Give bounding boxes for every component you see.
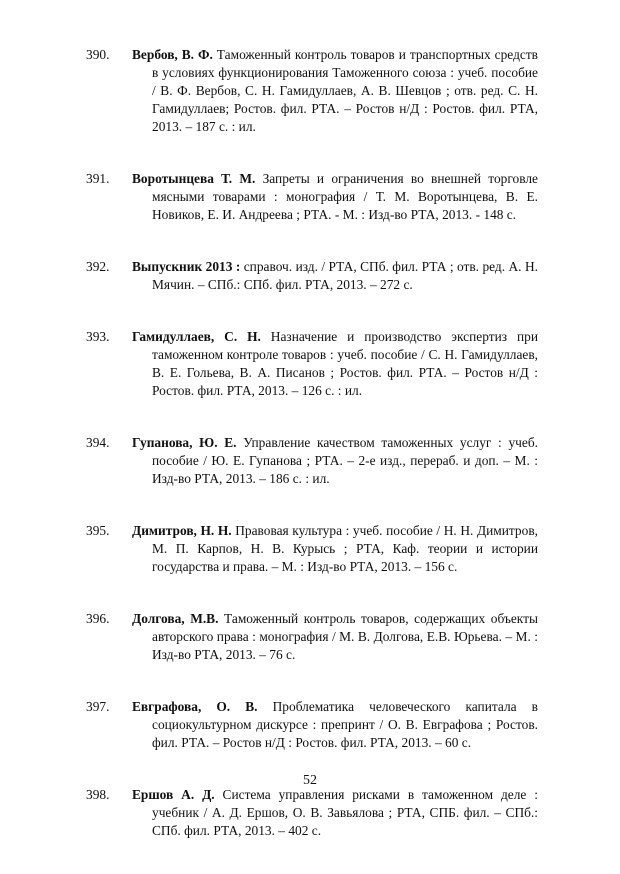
entry-text <box>132 698 538 752</box>
entry-author: Долгова, М.В. <box>132 611 219 626</box>
entry-author: Воротынцева Т. М. <box>132 171 256 186</box>
entry-text <box>132 46 538 136</box>
list-item <box>86 698 538 752</box>
list-item <box>86 610 538 664</box>
list-item <box>86 434 538 488</box>
list-item <box>86 46 538 136</box>
bibliography-list <box>86 46 538 874</box>
entry-description: Запреты и ограничения во внешней торговле мясными товарами : монография / Т. М. Воротынцева, В. Е. Новиков, Е. И. Андреева ; РТА. - М. : Изд-во РТА, 2013. - 148 с. <box>152 171 538 222</box>
page-number: 52 <box>303 773 317 788</box>
entry-text <box>132 434 538 488</box>
entry-number: 391. <box>86 171 110 186</box>
entry-text <box>132 258 538 294</box>
entry-text <box>132 522 538 576</box>
entry-description: Таможенный контроль товаров, содержащих объекты авторского права : монография / М. В. Долгова, Е.В. Юрьева. – М. : Изд-во РТА, 2013. – 76 с. <box>152 611 538 662</box>
entry-description: Система управления рисками в таможенном деле : учебник / А. Д. Ершов, О. В. Завьялова ; РТА, СПБ. фил. – СПб.: СПб. фил. РТА, 2013. – 402 с. <box>152 787 538 838</box>
entry-description: справоч. изд. / РТА, СПб. фил. РТА ; отв. ред. А. Н. Мячин. – СПб.: СПб. фил. РТА, 2013. – 272 с. <box>152 259 538 292</box>
entry-description: Проблематика человеческого капитала в социокультурном дискурсе : препринт / О. В. Евграфова ; Ростов. фил. РТА. – Ростов н/Д : Ростов. фил. РТА, 2013. – 60 с. <box>152 699 538 750</box>
entry-description: Таможенный контроль товаров и транспортных средств в условиях функционирования Таможенного союза : учеб. пособие / В. Ф. Вербов, С. Н. Гамидуллаев, А. В. Шевцов ; отв. ред. С. Н. Гамидуллаев; Ростов. фил. РТА. – Ростов н/Д : Ростов. фил. РТА, 2013. – 187 с. : ил. <box>152 47 538 134</box>
entry-number: 396. <box>86 611 110 626</box>
entry-author: Димитров, Н. Н. <box>132 523 232 538</box>
entry-description: Правовая культура : учеб. пособие / Н. Н. Димитров, М. П. Карпов, Н. В. Курысь ; РТА, Каф. теории и истории государства и права. – М. : Изд-во РТА, 2013. – 156 с. <box>152 523 538 574</box>
entry-number: 394. <box>86 435 110 450</box>
entry-text <box>132 786 538 840</box>
entry-text <box>132 328 538 400</box>
list-item <box>86 170 538 224</box>
entry-description: Управление качеством таможенных услуг : учеб. пособие / Ю. Е. Гупанова ; РТА. – 2-е изд., перераб. и доп. – М. : Изд-во РТА, 2013. – 186 с. : ил. <box>152 435 538 486</box>
entry-author: Гупанова, Ю. Е. <box>132 435 237 450</box>
entry-number: 397. <box>86 699 110 714</box>
entry-number: 398. <box>86 787 110 802</box>
entry-description: Назначение и производство экспертиз при таможенном контроле товаров : учеб. пособие / С. Н. Гамидуллаев, В. Е. Гольева, В. А. Писанов ; Ростов. фил. РТА. – Ростов н/Д : Ростов. фил. РТА, 2013. – 126 с. : ил. <box>152 329 539 398</box>
entry-number: 392. <box>86 259 110 274</box>
entry-author: Евграфова, О. В. <box>132 699 258 714</box>
entry-text <box>132 170 538 224</box>
entry-number: 393. <box>86 329 110 344</box>
list-item <box>86 258 538 294</box>
list-item <box>86 786 538 840</box>
list-item <box>86 328 538 400</box>
entry-author: Ершов А. Д. <box>132 787 215 802</box>
entry-author: Гамидуллаев, С. Н. <box>132 329 261 344</box>
entry-author: Выпускник 2013 : <box>132 259 241 274</box>
entry-number: 390. <box>86 47 110 62</box>
entry-author: Вербов, В. Ф. <box>132 47 213 62</box>
entry-text <box>132 610 538 664</box>
list-item <box>86 522 538 576</box>
entry-number: 395. <box>86 523 110 538</box>
